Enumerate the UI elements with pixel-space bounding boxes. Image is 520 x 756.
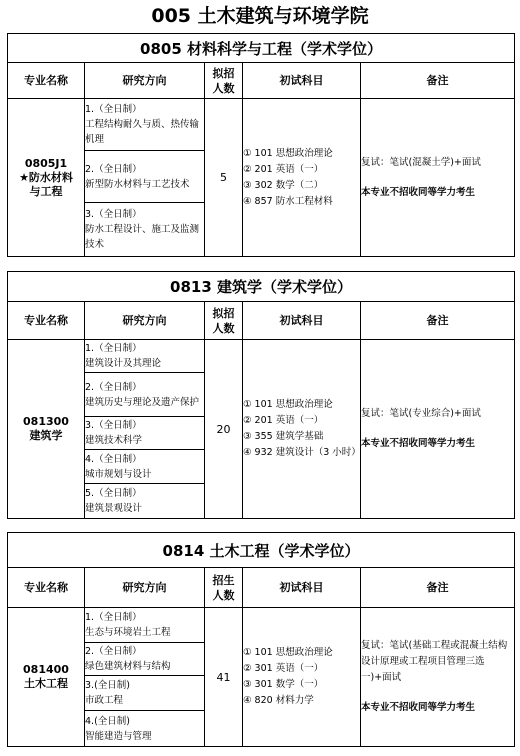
note-no-equivalent: 本专业不招收同等学力考生 (361, 702, 476, 713)
header-quota: 招生 人数 (205, 568, 243, 608)
subject-item: ③ 301 数学（一） (243, 679, 324, 690)
page-title: 005 土木建筑与环境学院 (151, 5, 369, 27)
direction-num: 1.（全日制） (85, 104, 142, 115)
direction-cell (85, 373, 205, 417)
program-table-0814 (7, 532, 515, 747)
subject-item: ① 101 思想政治理论 (243, 399, 333, 410)
table-row (8, 99, 515, 151)
major-cell (8, 99, 85, 257)
notes-cell (361, 99, 515, 257)
direction-name: 工程结构耐久与质、热传输机理 (85, 119, 200, 145)
direction-cell (85, 151, 205, 203)
header-notes: 备注 (361, 302, 515, 340)
notes-cell (361, 608, 515, 747)
direction-name: 建筑景观设计 (85, 503, 143, 514)
subject-item: ② 201 英语（一） (243, 415, 324, 426)
direction-num: 5.（全日制） (85, 488, 142, 499)
subjects-cell (243, 608, 361, 747)
direction-cell (85, 203, 205, 257)
major-code: 0805J1 (24, 156, 68, 170)
quota-cell: 20 (205, 340, 243, 519)
direction-name: 绿色建筑材料与结构 (85, 661, 171, 672)
header-quota: 拟招 人数 (205, 302, 243, 340)
major-name: ★防水材料 与工程 (19, 170, 73, 198)
direction-cell (85, 643, 205, 676)
direction-name: 建筑历史与理论及遗产保护 (85, 396, 200, 408)
direction-cell (85, 450, 205, 484)
header-subjects: 初试科目 (243, 302, 361, 340)
direction-num: 3.（全日制） (85, 209, 142, 220)
section-title: 0805 材料科学与工程（学术学位） (8, 34, 515, 63)
program-table-0813 (7, 271, 515, 519)
notes-cell (361, 340, 515, 519)
note-exam: 复试：笔试(基础工程或混凝土结构设计原理或工程项目管理三选一)+面试 (361, 640, 508, 683)
direction-num: 1.（全日制） (85, 612, 142, 623)
subject-item: ② 201 英语（一） (243, 163, 324, 175)
subject-item: ④ 857 防水工程材料 (243, 195, 333, 207)
direction-name: 新型防水材料与工艺技术 (85, 178, 190, 190)
direction-cell (85, 340, 205, 373)
direction-cell (85, 484, 205, 519)
note-no-equivalent: 本专业不招收同等学力考生 (361, 186, 476, 198)
subject-item: ② 301 英语（一） (243, 663, 324, 674)
header-notes: 备注 (361, 568, 515, 608)
major-name: 建筑学 (29, 429, 63, 442)
note-exam: 复试：笔试(专业综合)+面试 (361, 408, 481, 419)
subject-item: ① 101 思想政治理论 (243, 647, 333, 658)
header-quota: 拟招 人数 (205, 63, 243, 99)
major-code: 081400 (23, 663, 69, 676)
subject-item: ① 101 思想政治理论 (243, 147, 333, 159)
table-row (8, 608, 515, 643)
major-cell (8, 340, 85, 519)
major-cell (8, 608, 85, 747)
direction-cell (85, 99, 205, 151)
direction-name: 智能建造与管理 (85, 730, 152, 742)
direction-name: 建筑技术科学 (85, 435, 143, 446)
table-header-row (8, 302, 515, 340)
program-table-0805 (7, 33, 515, 257)
header-notes: 备注 (361, 63, 515, 99)
direction-num: 4.(全日制) (85, 715, 130, 727)
table-row (8, 340, 515, 373)
header-major: 专业名称 (8, 63, 85, 99)
section-title: 0813 建筑学（学术学位） (8, 272, 515, 302)
header-subjects: 初试科目 (243, 568, 361, 608)
quota-cell: 5 (205, 99, 243, 257)
header-subjects: 初试科目 (243, 63, 361, 99)
direction-num: 4.（全日制） (85, 453, 142, 465)
direction-num: 3.（全日制） (85, 420, 142, 431)
note-no-equivalent: 本专业不招收同等学力考生 (361, 438, 476, 449)
direction-name: 市政工程 (85, 695, 124, 706)
header-direction: 研究方向 (85, 63, 205, 99)
subject-item: ③ 355 建筑学基础 (243, 431, 324, 442)
subject-item: ④ 820 材料力学 (243, 695, 314, 706)
direction-num: 3.(全日制) (85, 680, 130, 691)
direction-name: 防水工程设计、施工及监测技术 (85, 224, 200, 250)
direction-name: 城市规划与设计 (85, 468, 152, 480)
direction-cell (85, 417, 205, 450)
major-code: 081300 (23, 415, 69, 428)
direction-name: 生态与环境岩土工程 (85, 627, 171, 638)
header-direction: 研究方向 (85, 302, 205, 340)
subjects-cell (243, 340, 361, 519)
subject-item: ③ 302 数学（二） (243, 179, 324, 191)
header-major: 专业名称 (8, 568, 85, 608)
direction-cell (85, 711, 205, 747)
header-major: 专业名称 (8, 302, 85, 340)
direction-num: 1.（全日制） (85, 343, 142, 354)
quota-cell: 41 (205, 608, 243, 747)
direction-num: 2.（全日制） (85, 646, 142, 657)
direction-num: 2.（全日制） (85, 163, 142, 175)
direction-num: 2.（全日制） (85, 381, 142, 393)
section-title: 0814 土木工程（学术学位） (8, 533, 515, 568)
table-header-row (8, 63, 515, 99)
table-header-row (8, 568, 515, 608)
header-direction: 研究方向 (85, 568, 205, 608)
direction-cell (85, 676, 205, 711)
subject-item: ④ 932 建筑设计（3 小时） (243, 447, 361, 458)
note-exam: 复试：笔试(混凝土学)+面试 (361, 156, 481, 168)
subjects-cell (243, 99, 361, 257)
direction-name: 建筑设计及其理论 (85, 358, 162, 369)
direction-cell (85, 608, 205, 643)
major-name: 土木工程 (24, 677, 68, 690)
